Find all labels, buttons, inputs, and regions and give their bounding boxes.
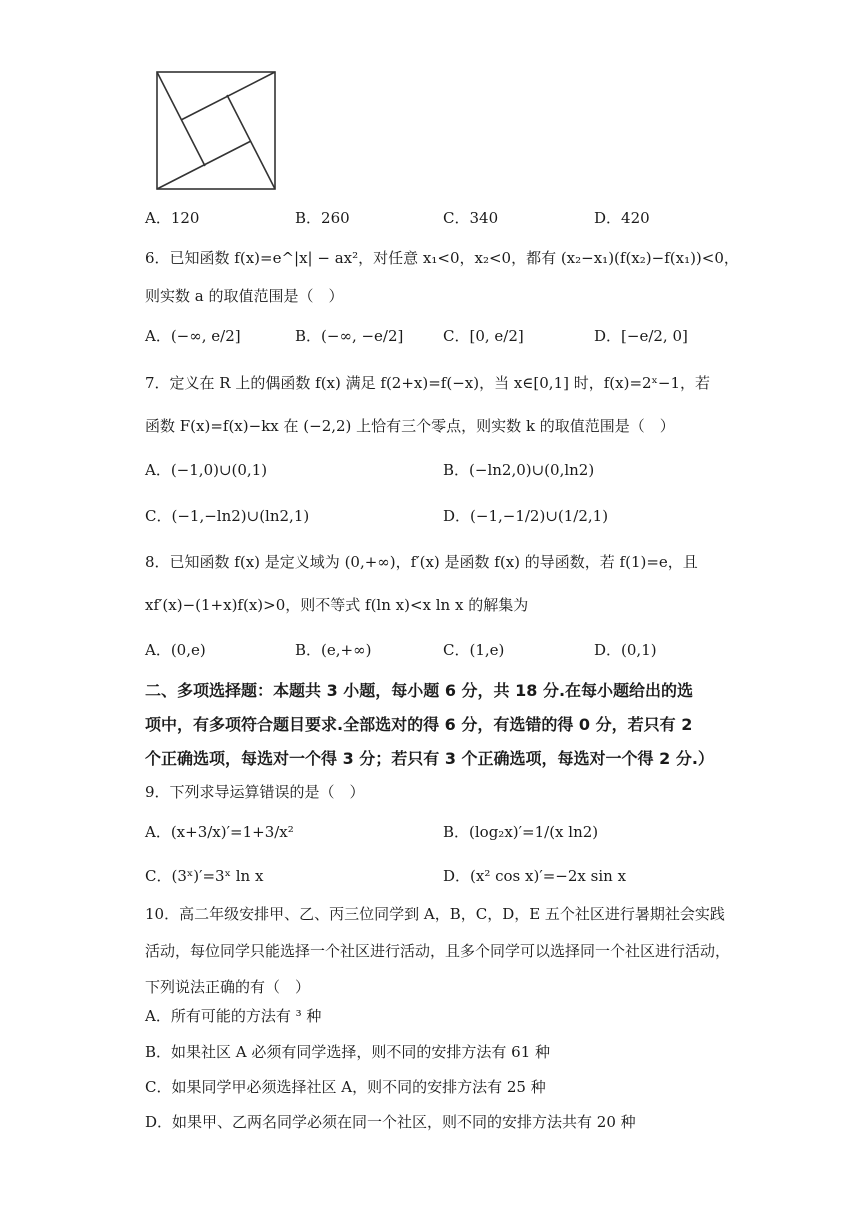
q10-stem-line1: 10．高二年级安排甲、乙、丙三位同学到 A，B，C，D，E 五个社区进行暑期社会实践 (145, 905, 725, 923)
q5-option-a: A．120 (145, 209, 200, 227)
q8-option-c: C．(1,e) (443, 641, 505, 659)
q6-stem-line1: 6．已知函数 f(x)=e^|x| − ax²，对任意 x₁<0，x₂<0，都有 (x₂−x₁)(f(x₂)−f(x₁))<0， (145, 249, 739, 267)
q9-option-b: B．(log₂x)′=1/(x ln2) (443, 823, 599, 841)
q6-option-a: A．(−∞, e/2] (145, 327, 241, 345)
q8-option-a: A．(0,e) (145, 641, 206, 659)
section2-heading-line1: 二、多项选择题：本题共 3 小题，每小题 6 分，共 18 分.在每小题给出的选 (145, 681, 694, 700)
q7-option-d: D．(−1,−1/2)∪(1/2,1) (443, 507, 609, 525)
q10-option-c: C．如果同学甲必须选择社区 A，则不同的安排方法有 25 种 (145, 1078, 546, 1096)
q10-stem-line2: 活动，每位同学只能选择一个社区进行活动，且多个同学可以选择同一个社区进行活动， (145, 942, 731, 960)
q7-option-c: C．(−1,−ln2)∪(ln2,1) (145, 507, 310, 525)
q8-stem-line1: 8．已知函数 f(x) 是定义域为 (0,+∞)，f′(x) 是函数 f(x) 的导函数，若 f(1)=e，且 (145, 553, 698, 571)
q9-stem: 9．下列求导运算错误的是（ ） (145, 783, 365, 801)
q6-option-c: C．[0, e/2] (443, 327, 524, 345)
q10-option-a: A．所有可能的方法有 ³ 种 (145, 1007, 322, 1025)
q9-option-d: D．(x² cos x)′=−2x sin x (443, 867, 627, 885)
q9-option-a: A．(x+3/x)′=1+3/x² (145, 823, 294, 841)
pinwheel-square-figure-icon (150, 66, 280, 194)
q10-stem-line3: 下列说法正确的有（ ） (145, 978, 311, 996)
q8-option-d: D．(0,1) (594, 641, 657, 659)
q7-option-a: A．(−1,0)∪(0,1) (145, 461, 268, 479)
q8-option-b: B．(e,+∞) (295, 641, 372, 659)
q5-option-c: C．340 (443, 209, 499, 227)
q9-option-c: C．(3ˣ)′=3ˣ ln x (145, 867, 264, 885)
q8-stem-line2: xf′(x)−(1+x)f(x)>0，则不等式 f(ln x)<x ln x 的解集为 (145, 596, 529, 614)
q5-option-d: D．420 (594, 209, 650, 227)
q6-option-b: B．(−∞, −e/2] (295, 327, 404, 345)
q7-option-b: B．(−ln2,0)∪(0,ln2) (443, 461, 595, 479)
section2-heading-line2: 项中，有多项符合题目要求.全部选对的得 6 分，有选错的得 0 分，若只有 2 (145, 715, 693, 734)
q6-stem-line2: 则实数 a 的取值范围是（ ） (145, 287, 344, 305)
q7-stem-line1: 7．定义在 R 上的偶函数 f(x) 满足 f(2+x)=f(−x)，当 x∈[0,1] 时，f(x)=2ˣ−1，若 (145, 374, 711, 392)
q6-option-d: D．[−e/2, 0] (594, 327, 688, 345)
q5-option-b: B．260 (295, 209, 350, 227)
section2-heading-line3: 个正确选项，每选对一个得 3 分；若只有 3 个正确选项，每选对一个得 2 分.） (145, 749, 714, 768)
q10-option-d: D．如果甲、乙两名同学必须在同一个社区，则不同的安排方法共有 20 种 (145, 1113, 636, 1131)
q7-stem-line2: 函数 F(x)=f(x)−kx 在 (−2,2) 上恰有三个零点，则实数 k 的取值范围是（ ） (145, 417, 675, 435)
q10-option-b: B．如果社区 A 必须有同学选择，则不同的安排方法有 61 种 (145, 1043, 551, 1061)
